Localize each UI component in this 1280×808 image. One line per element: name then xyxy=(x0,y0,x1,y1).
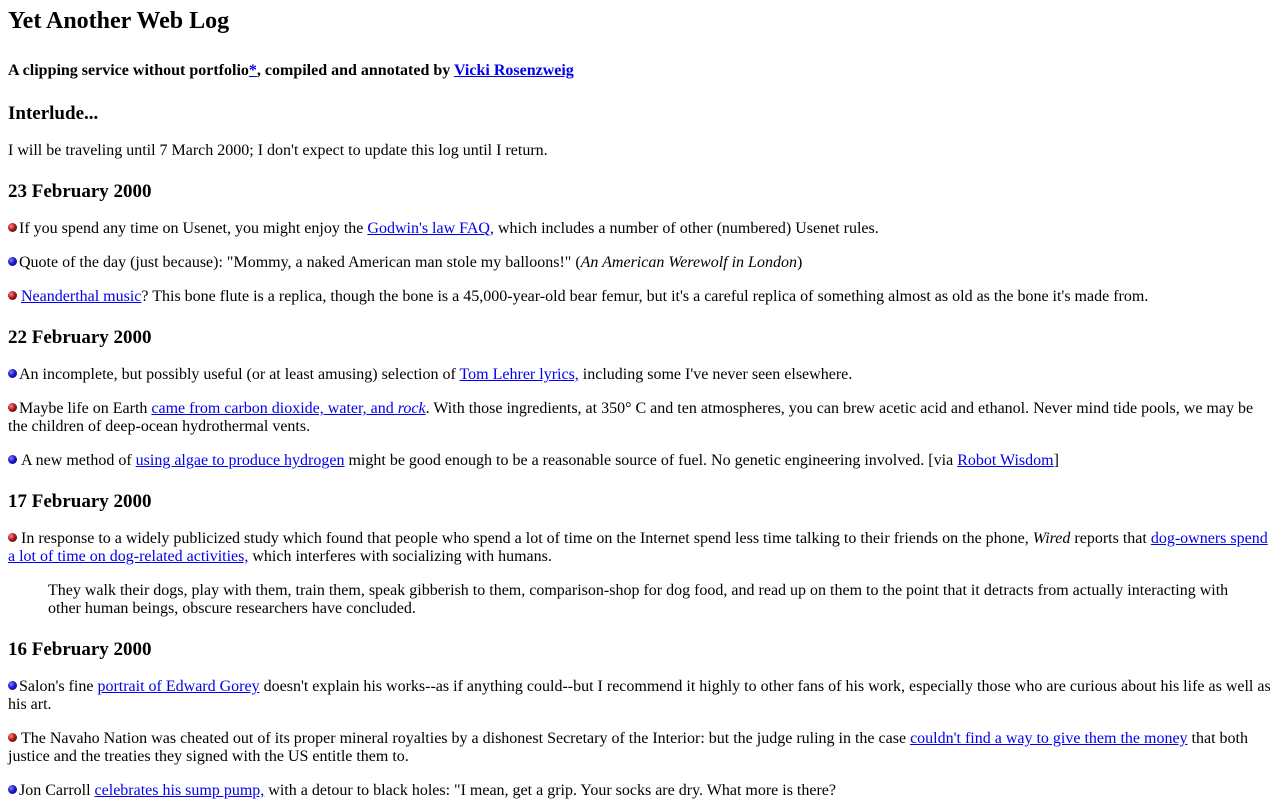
publication-name: Wired xyxy=(1032,530,1071,547)
entry-text: In response to a widely publicized study which found that people who spend a lot of time on the Internet spend less time talking to their friends on the phone, xyxy=(21,530,1033,547)
godwins-law-faq-link[interactable]: Godwin's law FAQ, xyxy=(367,220,494,237)
blue-ball-icon xyxy=(8,369,17,378)
red-ball-icon xyxy=(8,223,17,232)
entry-text: that both justice and the treaties they signed with the US entitle them to. xyxy=(8,730,1248,765)
entry-text: Salon's fine xyxy=(19,678,98,695)
entry-text: ) xyxy=(796,254,803,271)
interlude-heading: Interlude... xyxy=(8,103,99,124)
tom-lehrer-lyrics-link[interactable]: Tom Lehrer lyrics, xyxy=(459,366,579,383)
algae-hydrogen-link[interactable]: using algae to produce hydrogen xyxy=(135,452,345,469)
subtitle-text-mid: , compiled and annotated by xyxy=(256,62,454,79)
entry-text: with a detour to black holes: "I mean, get a grip. Your socks are dry. What more is there? xyxy=(264,782,837,799)
page-subtitle xyxy=(8,62,1272,80)
blue-ball-icon xyxy=(8,681,17,690)
entry-text: including some I've never seen elsewhere. xyxy=(578,366,853,383)
entry-text: Quote of the day (just because): "Mommy, a naked American man stole my balloons!" ( xyxy=(19,254,581,271)
date-heading-23-feb: 23 February 2000 xyxy=(8,181,152,202)
film-title: An American Werewolf in London xyxy=(580,254,797,271)
blue-ball-icon xyxy=(8,257,17,266)
dog-owners-link[interactable]: dog-owners spend a lot of time on dog-related activities, xyxy=(8,530,1268,565)
blue-ball-icon xyxy=(8,455,17,464)
entry-text: ? This bone flute is a replica, though the bone is a 45,000-year-old bear femur, but it's a careful replica of something almost as old as the bone it's made from. xyxy=(141,288,1149,305)
carbon-dioxide-rock-link[interactable] xyxy=(151,400,425,417)
sump-pump-link[interactable]: celebrates his sump pump, xyxy=(94,782,265,799)
entry-text: Maybe life on Earth xyxy=(19,400,152,417)
entry-jon-carroll xyxy=(8,782,1272,800)
red-ball-icon xyxy=(8,291,17,300)
entry-algae-hydrogen xyxy=(8,452,1272,470)
robot-wisdom-link[interactable]: Robot Wisdom xyxy=(957,452,1054,469)
blue-ball-icon xyxy=(8,785,17,794)
subtitle-text: A clipping service without portfolio xyxy=(8,62,249,79)
entry-text: The Navaho Nation was cheated out of its proper mineral royalties by a dishonest Secretary of the Interior: but the judge ruling in the case xyxy=(21,730,911,747)
dog-owners-quote: They walk their dogs, play with them, train them, speak gibberish to them, comparison-shop for dog food, and read up on them to the point that it detracts from actually interacting with other human beings, obscure researchers have concluded. xyxy=(48,582,1229,617)
entry-tom-lehrer xyxy=(8,366,1272,384)
page-title: Yet Another Web Log xyxy=(8,8,230,34)
portfolio-footnote-link[interactable]: * xyxy=(248,62,257,79)
entry-text: ] xyxy=(1053,452,1059,469)
entry-neanderthal-music xyxy=(8,288,1272,306)
entry-quote-of-day xyxy=(8,254,1272,272)
entry-godwins-law xyxy=(8,220,1272,238)
entry-text: A new method of xyxy=(21,452,136,469)
link-text: came from carbon dioxide, water, and xyxy=(151,400,398,417)
date-heading-17-feb: 17 February 2000 xyxy=(8,491,152,512)
date-heading-16-feb: 16 February 2000 xyxy=(8,639,152,660)
author-link[interactable]: Vicki Rosenzweig xyxy=(453,62,574,79)
link-text-italic: rock xyxy=(397,400,426,417)
entry-text: which includes a number of other (numbered) Usenet rules. xyxy=(493,220,879,237)
entry-text: If you spend any time on Usenet, you might enjoy the xyxy=(19,220,368,237)
entry-text: doesn't explain his works--as if anything could--but I recommend it highly to other fans of his work, especially those who are curious about his life as well as his art. xyxy=(8,678,1271,713)
entry-text: An incomplete, but possibly useful (or at least amusing) selection of xyxy=(19,366,460,383)
entry-life-on-earth xyxy=(8,400,1272,436)
edward-gorey-link[interactable]: portrait of Edward Gorey xyxy=(97,678,260,695)
red-ball-icon xyxy=(8,533,17,542)
neanderthal-music-link[interactable]: Neanderthal music xyxy=(21,288,142,305)
entry-navaho-nation xyxy=(8,730,1272,766)
interlude-text: I will be traveling until 7 March 2000; I don't expect to update this log until I return. xyxy=(8,142,548,159)
entry-text: which interferes with socializing with humans. xyxy=(248,548,552,565)
entry-text: reports that xyxy=(1070,530,1151,547)
entry-text: Jon Carroll xyxy=(19,782,95,799)
date-heading-22-feb: 22 February 2000 xyxy=(8,327,152,348)
entry-dog-owners xyxy=(8,530,1272,566)
navaho-money-link[interactable]: couldn't find a way to give them the money xyxy=(910,730,1188,747)
red-ball-icon xyxy=(8,403,17,412)
entry-text: . With those ingredients, at 350° C and ten atmospheres, you can brew acetic acid and ethanol. Never mind tide pools, we may be the children of deep-ocean hydrothermal vents. xyxy=(8,400,1254,435)
red-ball-icon xyxy=(8,733,17,742)
entry-edward-gorey xyxy=(8,678,1272,714)
entry-text: might be good enough to be a reasonable source of fuel. No genetic engineering involved. [via xyxy=(344,452,958,469)
